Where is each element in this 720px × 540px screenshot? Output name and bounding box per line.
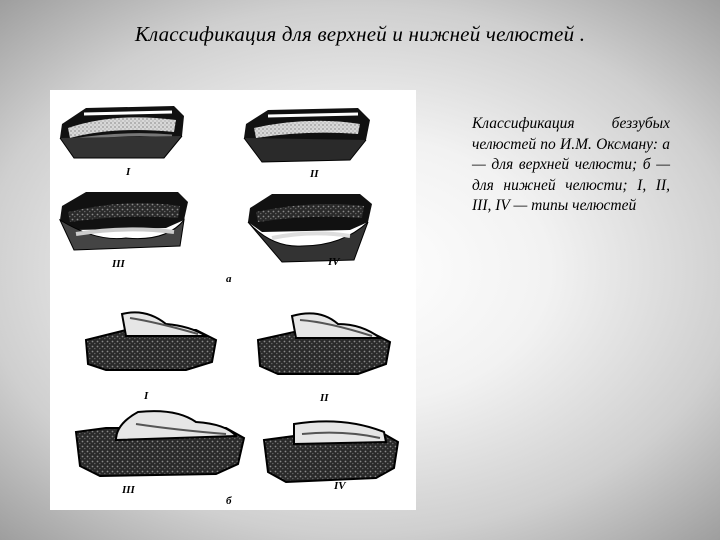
lower-group-label: б [226, 495, 232, 507]
upper-jaw-type-4 [248, 194, 372, 262]
slide-title: Классификация для верхней и нижней челюстей . [134, 22, 586, 46]
lower-type-1-label: I [144, 390, 149, 402]
upper-jaw-type-3 [60, 192, 188, 250]
upper-jaw-type-2 [244, 108, 370, 162]
upper-type-3-label: III [112, 258, 125, 270]
lower-jaw-type-3 [76, 411, 244, 476]
lower-type-3-label: III [122, 484, 135, 496]
jaw-classification-figure [50, 90, 416, 510]
lower-type-4-label: IV [334, 480, 346, 492]
jaw-illustration [50, 90, 416, 510]
upper-type-4-label: IV [328, 256, 340, 268]
upper-type-2-label: II [310, 168, 319, 180]
lower-jaw-type-4 [264, 421, 398, 482]
upper-type-1-label: I [126, 166, 131, 178]
lower-type-2-label: II [320, 392, 329, 404]
lower-jaw-type-1 [86, 312, 216, 370]
figure-caption: Классификация беззубых челюстей по И.М. Оксману: а— для верхней челюсти; б — для нижней челюсти; I, II, III, IV — типы челюстей [472, 115, 670, 214]
lower-jaw-type-2 [258, 313, 390, 374]
upper-group-label: а [226, 273, 232, 285]
upper-jaw-type-1 [60, 106, 184, 158]
